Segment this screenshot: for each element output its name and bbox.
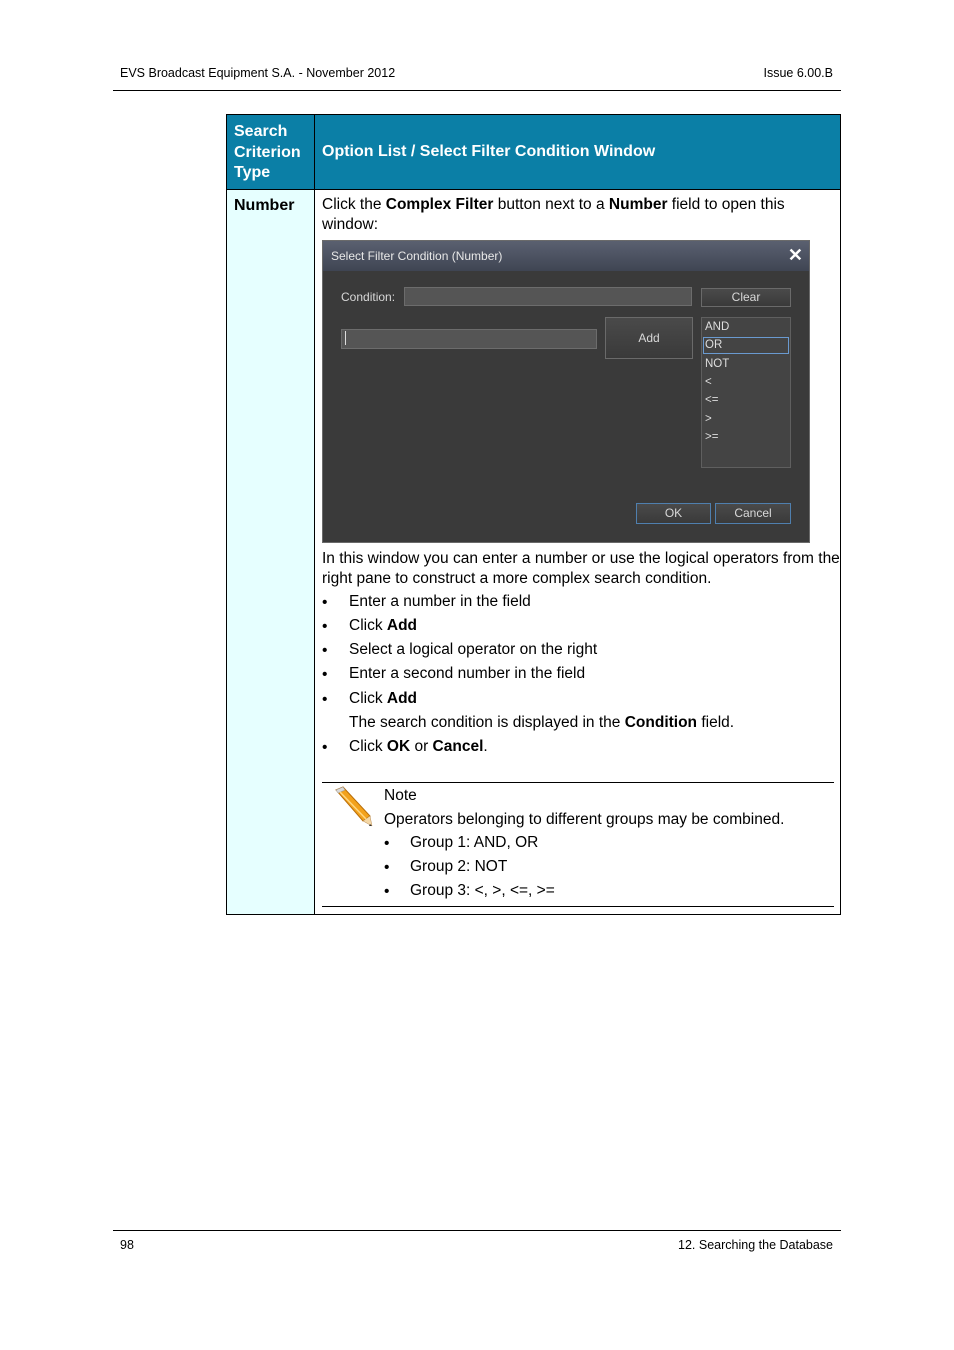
intro-line-1 xyxy=(322,195,785,215)
table-header-criterion xyxy=(227,115,315,190)
step-5-text: Click xyxy=(349,690,387,707)
row-label: Number xyxy=(234,197,295,214)
page-header-right: Issue 6.00.B xyxy=(763,66,833,80)
clear-button[interactable]: Clear xyxy=(701,288,791,307)
number-input[interactable] xyxy=(341,329,597,349)
step-2 xyxy=(349,616,417,636)
footer-rule xyxy=(113,1230,841,1231)
step-7-end: . xyxy=(483,738,488,755)
step-2-text: Click xyxy=(349,617,387,634)
operator-and[interactable]: AND xyxy=(705,321,730,333)
intro-line-2: window: xyxy=(322,216,378,233)
bullet: • xyxy=(322,642,328,659)
operator-gt[interactable]: > xyxy=(705,413,712,425)
operator-or[interactable]: OR xyxy=(705,339,723,351)
note-top-rule xyxy=(322,782,834,783)
note-group-2: Group 2: NOT xyxy=(410,858,508,875)
note-title: Note xyxy=(384,787,417,804)
dialog-title-bar xyxy=(323,241,809,271)
footer-section: 12. Searching the Database xyxy=(678,1238,833,1252)
page-header-left: EVS Broadcast Equipment S.A. - November 2012 xyxy=(120,66,396,80)
intro-text-e: field to open this xyxy=(667,196,785,213)
condition-field[interactable] xyxy=(404,287,692,306)
row-label-cell xyxy=(227,190,315,914)
note-text: Operators belonging to different groups may be combined. xyxy=(384,811,785,828)
bullet: • xyxy=(322,739,328,756)
table-header-criterion-text: Search Criterion Type xyxy=(234,123,301,181)
operator-gte[interactable]: >= xyxy=(705,431,719,443)
step-2-add: Add xyxy=(386,617,418,634)
step-4: Enter a second number in the field xyxy=(349,665,586,682)
intro-text-c: button next to a xyxy=(493,196,609,213)
operator-list[interactable] xyxy=(701,317,791,468)
intro-number: Number xyxy=(608,196,668,213)
condition-label: Condition: xyxy=(341,290,396,304)
step-1: Enter a number in the field xyxy=(349,593,531,610)
body-line-1: In this window you can enter a number or use the logical operators from the xyxy=(322,550,840,567)
table-header-option-list xyxy=(315,115,840,190)
step-6-text: The search condition is displayed in the xyxy=(349,714,625,731)
note-group-3: Group 3: <, >, <=, >= xyxy=(410,882,555,899)
step-5-add: Add xyxy=(386,690,418,707)
text-caret xyxy=(345,331,346,345)
bullet: • xyxy=(322,666,328,683)
step-7-cancel: Cancel xyxy=(432,738,484,755)
step-6-end: field. xyxy=(697,714,735,731)
step-6 xyxy=(349,713,734,733)
step-7-ok: OK xyxy=(386,738,411,755)
bullet: • xyxy=(322,594,328,611)
operator-not[interactable]: NOT xyxy=(705,358,730,370)
step-5 xyxy=(349,689,417,709)
step-6-condition: Condition xyxy=(624,714,698,731)
intro-complex-filter: Complex Filter xyxy=(385,196,494,213)
close-icon[interactable]: ✕ xyxy=(787,245,803,265)
step-7-text: Click xyxy=(349,738,387,755)
bullet: • xyxy=(322,691,328,708)
ok-button[interactable]: OK xyxy=(636,503,711,524)
bullet: • xyxy=(384,859,390,876)
dialog-title: Select Filter Condition (Number) xyxy=(331,249,503,263)
operator-lte[interactable]: <= xyxy=(705,394,719,406)
filter-dialog xyxy=(322,240,810,543)
intro-text-a: Click the xyxy=(322,196,386,213)
body-line-2: right pane to construct a more complex search condition. xyxy=(322,570,712,587)
note-group-1: Group 1: AND, OR xyxy=(410,834,539,851)
bullet: • xyxy=(384,835,390,852)
step-7 xyxy=(349,737,488,757)
cancel-button[interactable]: Cancel xyxy=(715,503,791,524)
add-button[interactable]: Add xyxy=(605,317,693,359)
step-3: Select a logical operator on the right xyxy=(349,641,598,658)
step-7-or: or xyxy=(410,738,433,755)
header-rule xyxy=(113,90,841,91)
table-header-option-list-text: Option List / Select Filter Condition Window xyxy=(322,143,656,160)
note-bottom-rule xyxy=(322,906,834,907)
bullet: • xyxy=(384,883,390,900)
page-number: 98 xyxy=(120,1238,134,1252)
pencil-icon xyxy=(330,786,374,828)
bullet: • xyxy=(322,618,328,635)
operator-lt[interactable]: < xyxy=(705,376,712,388)
